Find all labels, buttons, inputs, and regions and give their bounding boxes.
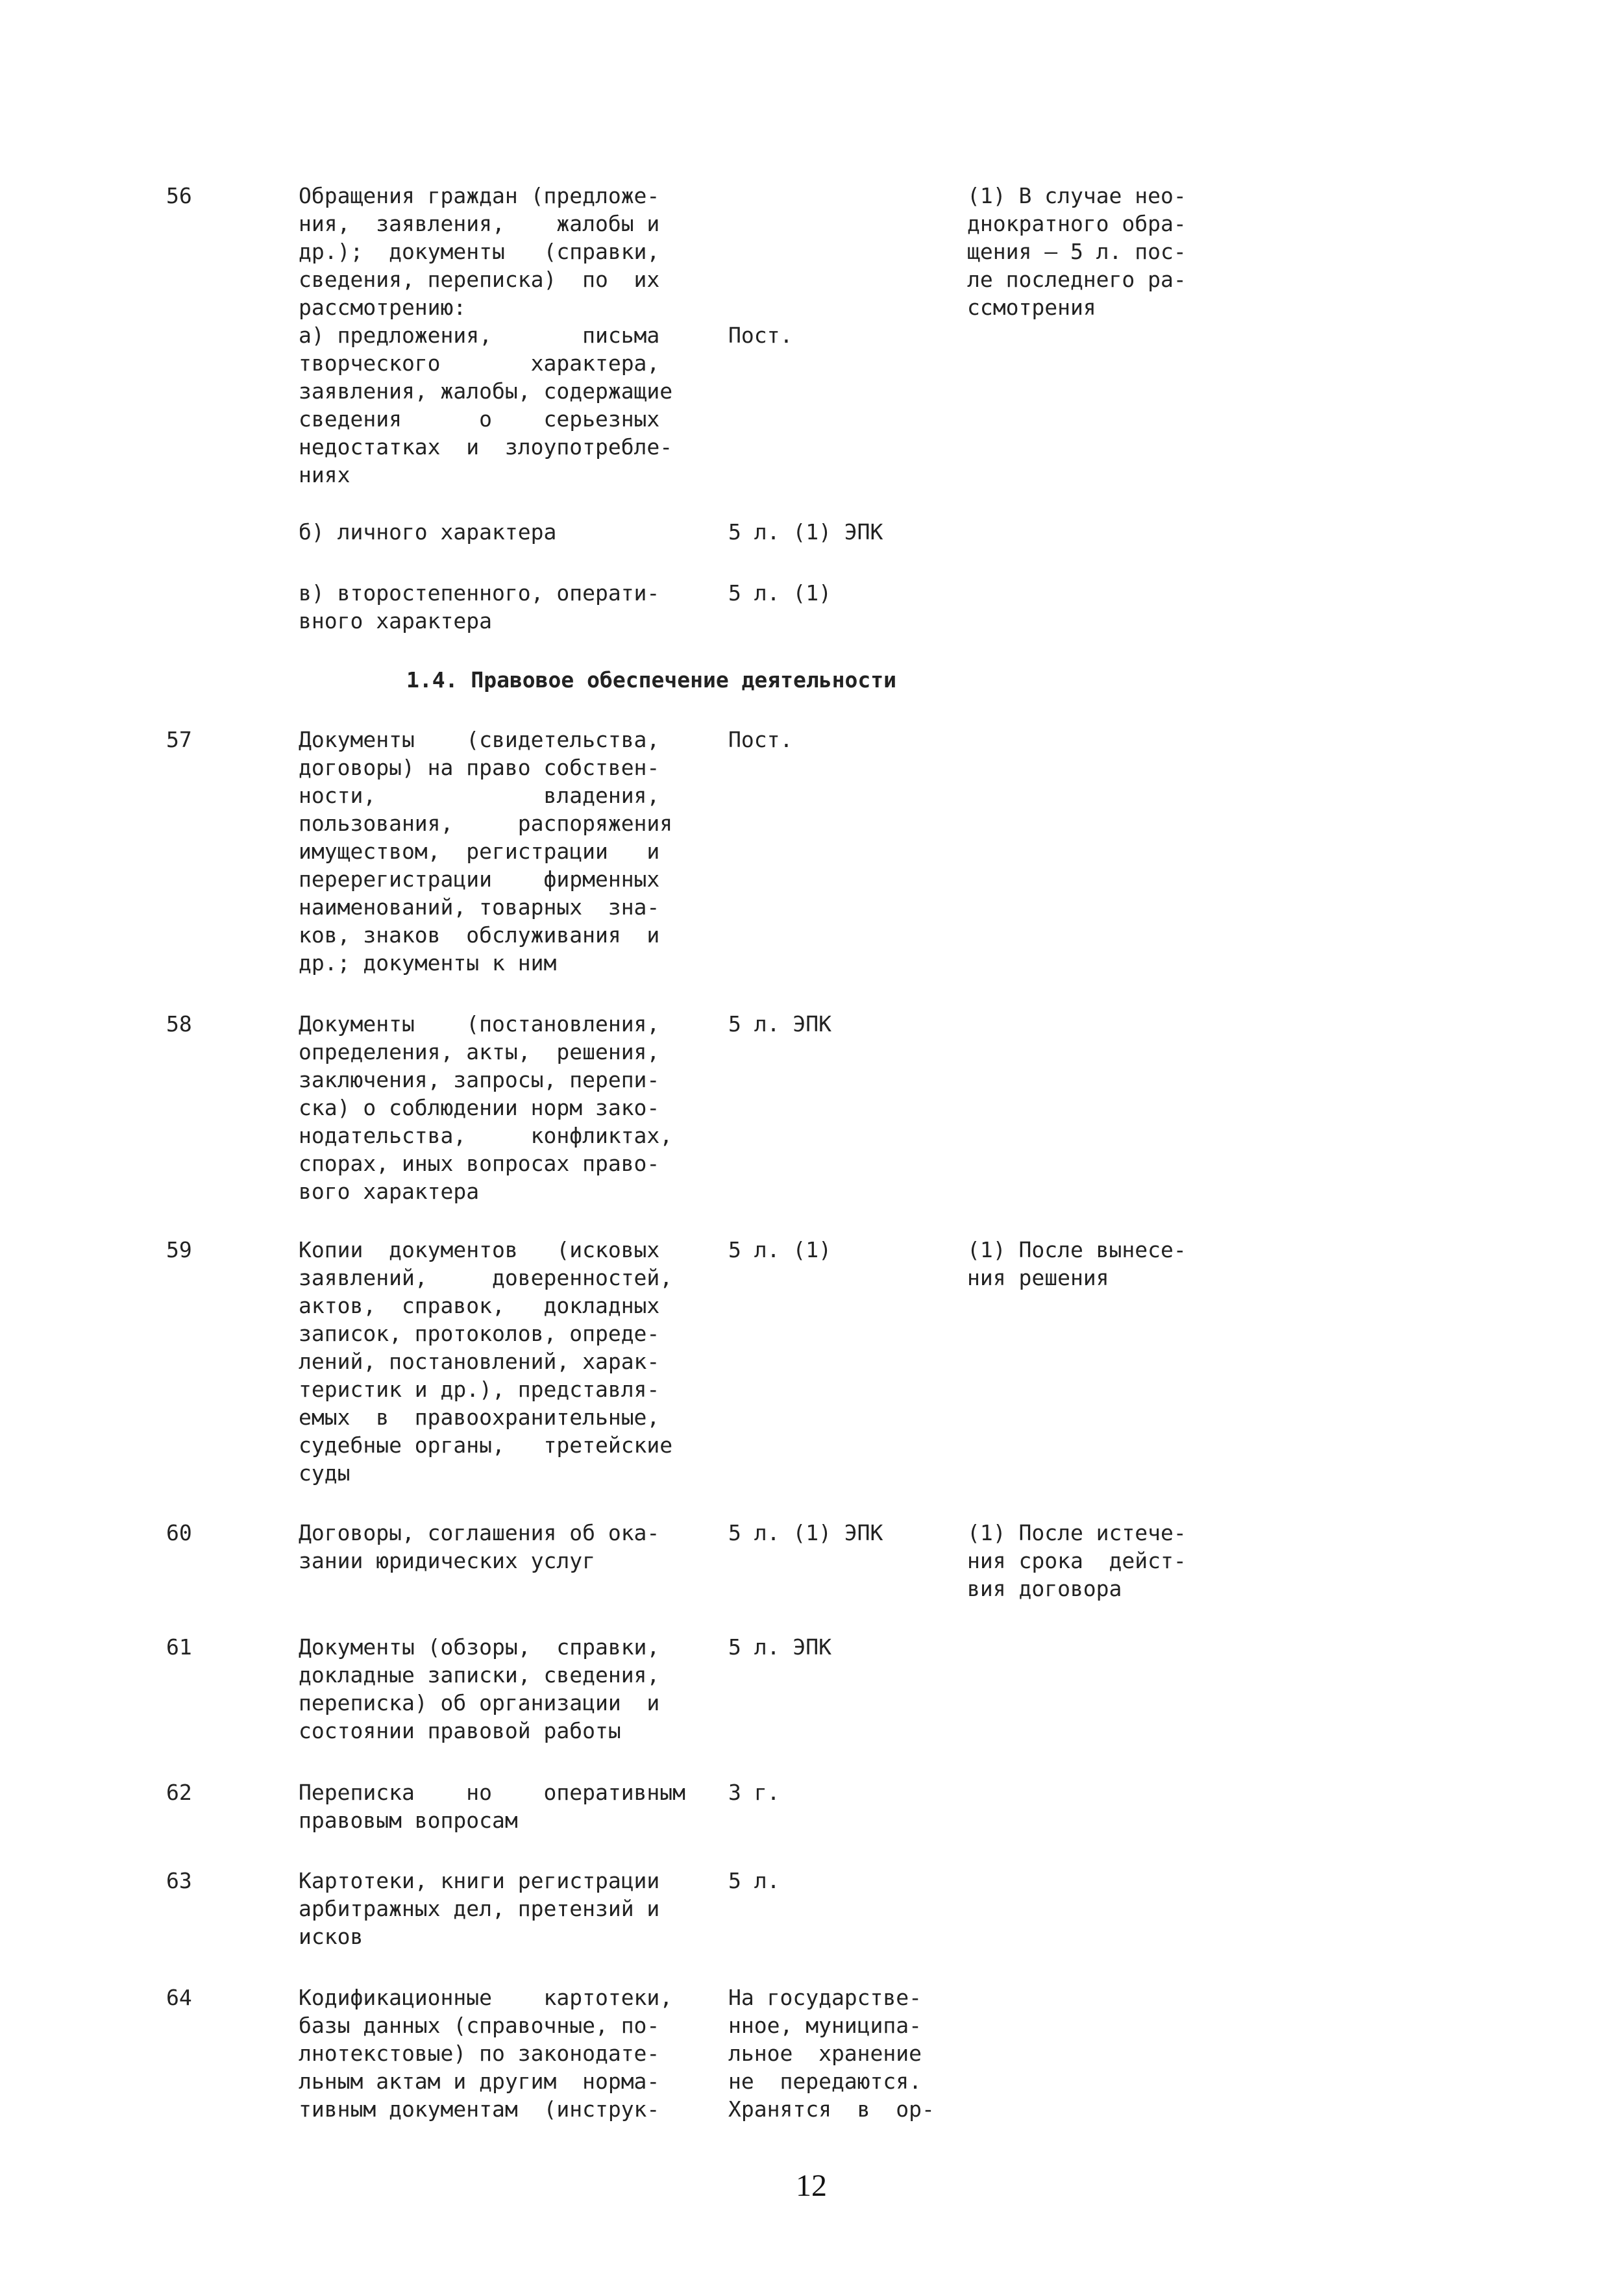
entry-description: в) второстепенного, операти- вного характера: [299, 580, 660, 633]
entry-description: Договоры, соглашения об ока- зании юридических услуг: [299, 1520, 660, 1573]
entry-description: Документы (свидетельства, договоры) на право собствен- ности, владения, пользования, распоряжения имуществом, регистрации и перерегистрации фирменных наименований, товарных зна- ков, знаков обслуживания и др.; документы к ним: [299, 727, 673, 976]
entry-retention-term: 5 л. (1) ЭПК: [728, 1520, 883, 1545]
entry-description: Копии документов (исковых заявлений, доверенностей, актов, справок, докладных записок, протоколов, опреде- лений, постановлений, харак- теристик и др.), представля- емых в правоохранительные, судебные органы, третейские суды: [299, 1237, 673, 1486]
entry-description: Обращения граждан (предложе- ния, заявления, жалобы и др.); документы (справки, сведения, переписка) по их рассмотрению: а) предложения, письма творческого характера, заявления, жалобы, содержащие сведения о серьезных недостатках и злоупотребле- ниях: [299, 183, 673, 487]
entry-description: б) личного характера: [299, 519, 557, 545]
entry-retention-term: Пост.: [728, 727, 793, 752]
entry-note: (1) После истече- ния срока дейст- вия договора: [967, 1520, 1187, 1601]
entry-number: 58: [166, 1011, 192, 1037]
entry-description: Кодификационные картотеки, базы данных (справочные, по- лнотекстовые) по законодате- льным актам и другим норма- тивным документам (инструк-: [299, 1985, 673, 2122]
entry-retention-term: 5 л. ЭПК: [728, 1634, 831, 1660]
entry-retention-term: 5 л. (1): [728, 1237, 831, 1262]
entry-description: Документы (постановления, определения, акты, решения, заключения, запросы, перепи- ска) о соблюдении норм зако- нодательства, конфликтах, спорах, иных вопросах право- вого характера: [299, 1011, 673, 1204]
entry-number: 62: [166, 1780, 192, 1805]
entry-number: 59: [166, 1237, 192, 1262]
entry-retention-term: 5 л. (1): [728, 580, 831, 606]
entry-number: 57: [166, 727, 192, 752]
entry-number: 56: [166, 183, 192, 208]
entry-description: Документы (обзоры, справки, докладные записки, сведения, переписка) об организации и состоянии правовой работы: [299, 1634, 660, 1743]
entry-retention-term: 5 л. (1) ЭПК: [728, 519, 883, 545]
entry-note: (1) После вынесе- ния решения: [967, 1237, 1187, 1290]
entry-retention-term: 3 г.: [728, 1780, 780, 1805]
entry-description: Переписка но оперативным правовым вопросам: [299, 1780, 686, 1833]
entry-number: 63: [166, 1868, 192, 1893]
entry-retention-term: 5 л. ЭПК: [728, 1011, 831, 1037]
entry-retention-term: На государстве- нное, муниципа- льное хранение не передаются. Хранятся в ор-: [728, 1985, 935, 2122]
entry-retention-term: Пост.: [728, 323, 793, 348]
entry-note: (1) В случае нео- днократного обра- щения – 5 л. пос- ле последнего ра- ссмотрения: [967, 183, 1187, 320]
entry-description: Картотеки, книги регистрации арбитражных дел, претензий и исков: [299, 1868, 660, 1949]
section-heading: 1.4. Правовое обеспечение деятельности: [406, 667, 896, 693]
entry-number: 64: [166, 1985, 192, 2010]
entry-number: 60: [166, 1520, 192, 1545]
entry-retention-term: 5 л.: [728, 1868, 780, 1893]
page-number: 12: [796, 2169, 827, 2203]
entry-number: 61: [166, 1634, 192, 1660]
